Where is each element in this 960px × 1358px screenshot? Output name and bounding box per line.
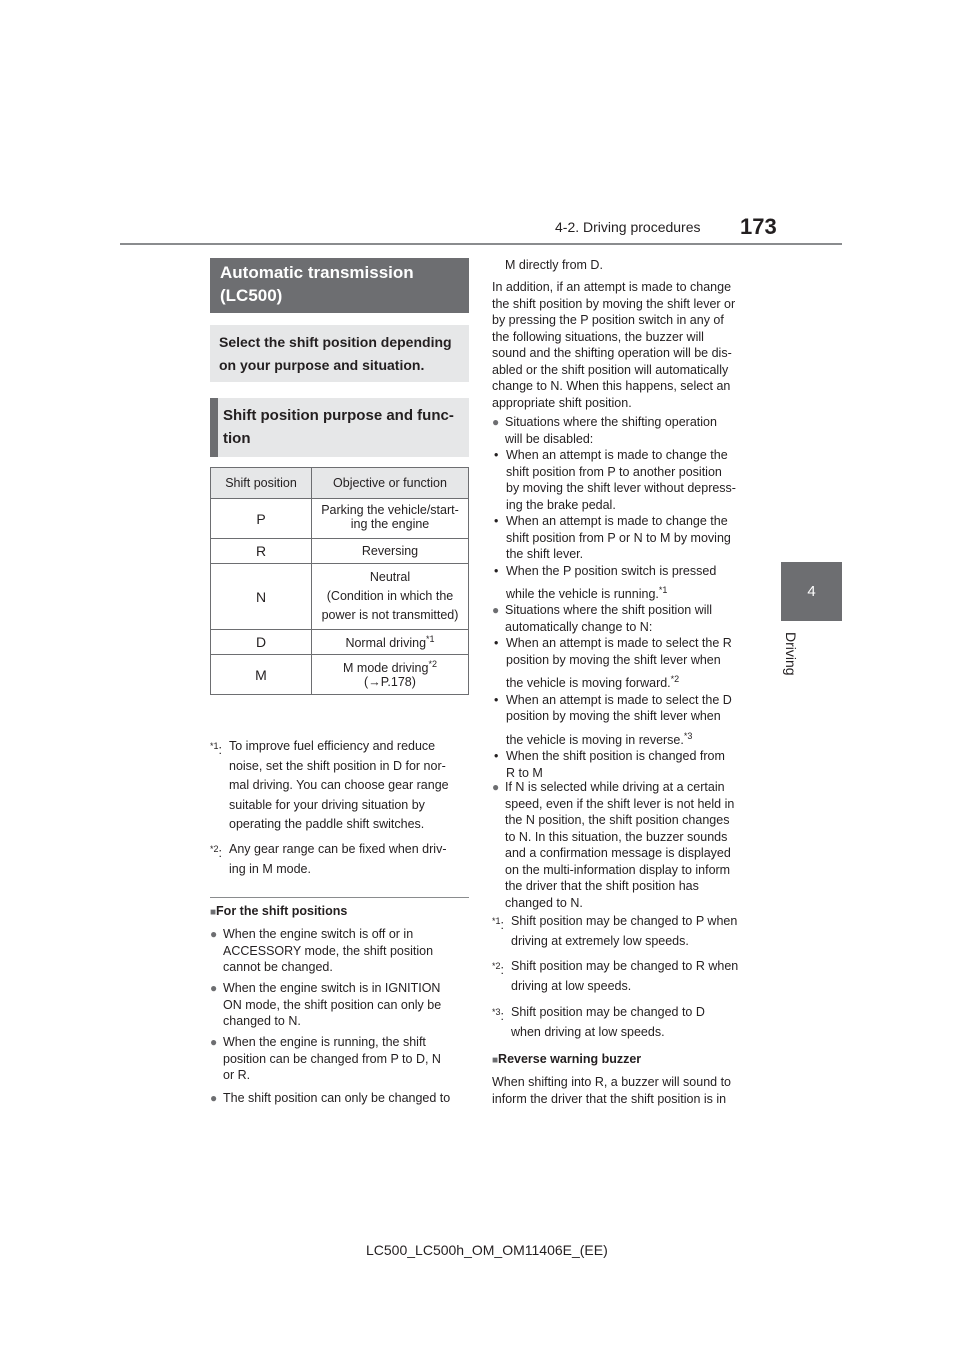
shift-position-cell: R: [211, 539, 312, 564]
table-row: [211, 655, 469, 695]
shift-position-cell: M: [211, 655, 312, 695]
shift-position-cell: P: [211, 499, 312, 539]
shift-position-cell: D: [211, 630, 312, 655]
list-item: ● The shift position can only be changed to: [210, 1091, 451, 1105]
list-item: ● Situations where the shift position will automatically change to N: • When an attempt is made to select the R position by moving the shift lever when the vehicle is moving forward.$^{*2}$ • When an attempt is made to select the D position by moving the shift lever when the vehicle is moving in reverse.$^{*3}$ • When the shift position is changed from R to M: [492, 602, 754, 781]
sub-list-item: • When an attempt is made to change the shift position from P to another position by moving the shift lever without depress- ing the brake pedal.: [494, 448, 736, 512]
continued-text: M directly from D.: [505, 258, 603, 272]
subsection-heading: ■For the shift positions: [210, 904, 348, 918]
page-title: Automatic transmission (LC500): [220, 263, 414, 305]
sub-list-item: • When the P position switch is pressed while the vehicle is running.$^{*1}$: [494, 563, 717, 602]
shift-position-cell: N: [211, 564, 312, 630]
title-box: [210, 258, 469, 313]
function-cell: Reversing: [312, 539, 469, 564]
function-cell: Parking the vehicle/start- ing the engine: [312, 499, 469, 539]
paragraph: When shifting into R, a buzzer will sound to inform the driver that the shift position is in: [492, 1075, 732, 1106]
list-item: ● Situations where the shifting operation will be disabled: • When an attempt is made to change the shift position from P to another position by moving the shift lever without depress- ing the brake pedal. • When an attempt is made to change the shift position from P or N to M by moving the shift lever. • When the P position switch is pressed while the vehicle is running.$^{*1}$: [492, 414, 754, 603]
chapter-tab: [781, 562, 842, 621]
footnote: $^{*1}$: Shift position may be changed to P when driving at extremely low speeds.: [492, 914, 738, 948]
list-item: ● When the engine is running, the shift position can be changed from P to D, N or R.: [210, 1035, 441, 1082]
chapter-number: 4: [807, 583, 816, 600]
subheading-text: Shift position purpose and func- tion: [223, 407, 454, 447]
table-row: [211, 564, 469, 630]
intro-box: [210, 325, 469, 382]
chapter-label-text: Driving: [783, 632, 799, 676]
function-cell: Neutral (Condition in which the power is not transmitted): [312, 564, 469, 630]
table-row: [211, 499, 469, 539]
table-row: [211, 630, 469, 655]
function-cell: Normal driving$^{*1}$: [312, 630, 469, 655]
list-item: ● When the engine switch is in IGNITION ON mode, the shift position can only be changed to N.: [210, 981, 442, 1028]
sub-list-item: • When an attempt is made to change the shift position from P or N to M by moving the shift lever.: [494, 514, 731, 561]
section-divider: [210, 897, 469, 898]
function-cell: M mode driving$^{*2}$ (→P.178): [312, 655, 469, 695]
sub-list-item: • When an attempt is made to select the R position by moving the shift lever when the vehicle is moving forward.$^{*2}$: [494, 636, 732, 691]
chapter-label: [777, 628, 807, 688]
subheading-box: [210, 398, 469, 457]
section-title: 4-2. Driving procedures: [555, 219, 701, 235]
shift-position-table: [210, 467, 469, 695]
page-number: 173: [740, 214, 777, 239]
paragraph: In addition, if an attempt is made to change the shift position by moving the shift lever or by pressing the P position switch in any of the following situations, the buzzer will sound and the shifting operation will be dis- abled or the shift position will automatically change to N. When this happens, select an appropriate shift position.: [492, 280, 736, 410]
table-header-row: [211, 468, 469, 499]
column-header: Shift position: [211, 468, 312, 499]
subsection-heading: ■Reverse warning buzzer: [492, 1052, 642, 1066]
intro-text: Select the shift position depending on your purpose and situation.: [219, 334, 452, 373]
list-item: ● If N is selected while driving at a certain speed, even if the shift lever is not held in the N position, the shift position changes to N. In this situation, the buzzer sounds and a confirmation message is displayed on the multi-information display to inform the driver that the shift position has changed to N.: [492, 780, 735, 910]
column-header: Objective or function: [312, 468, 469, 499]
footnote: $^{*2}$: Shift position may be changed to R when driving at low speeds.: [492, 959, 739, 993]
sub-list-item: • When an attempt is made to select the D position by moving the shift lever when the vehicle is moving in reverse.$^{*3}$: [494, 692, 732, 747]
footnote: $^{*1}$: To improve fuel efficiency and reduce noise, set the shift position in D for nor- mal driving. You can choose gear range suitable for your driving situation by operating the paddle shift switches.: [210, 739, 449, 831]
list-item: ● When the engine switch is off or in ACCESSORY mode, the shift position cannot be changed.: [210, 927, 434, 974]
table-row: [211, 539, 469, 564]
sub-list-item: • When the shift position is changed from R to M: [494, 749, 725, 780]
footnote: $^{*3}$: Shift position may be changed to D when driving at low speeds.: [492, 1005, 705, 1039]
document-code: LC500_LC500h_OM_OM11406E_(EE): [366, 1242, 608, 1258]
footnote: $^{*2}$: Any gear range can be fixed when driv- ing in M mode.: [210, 842, 447, 876]
page-reference: (→P.178): [364, 675, 416, 690]
header-divider: [120, 243, 842, 245]
